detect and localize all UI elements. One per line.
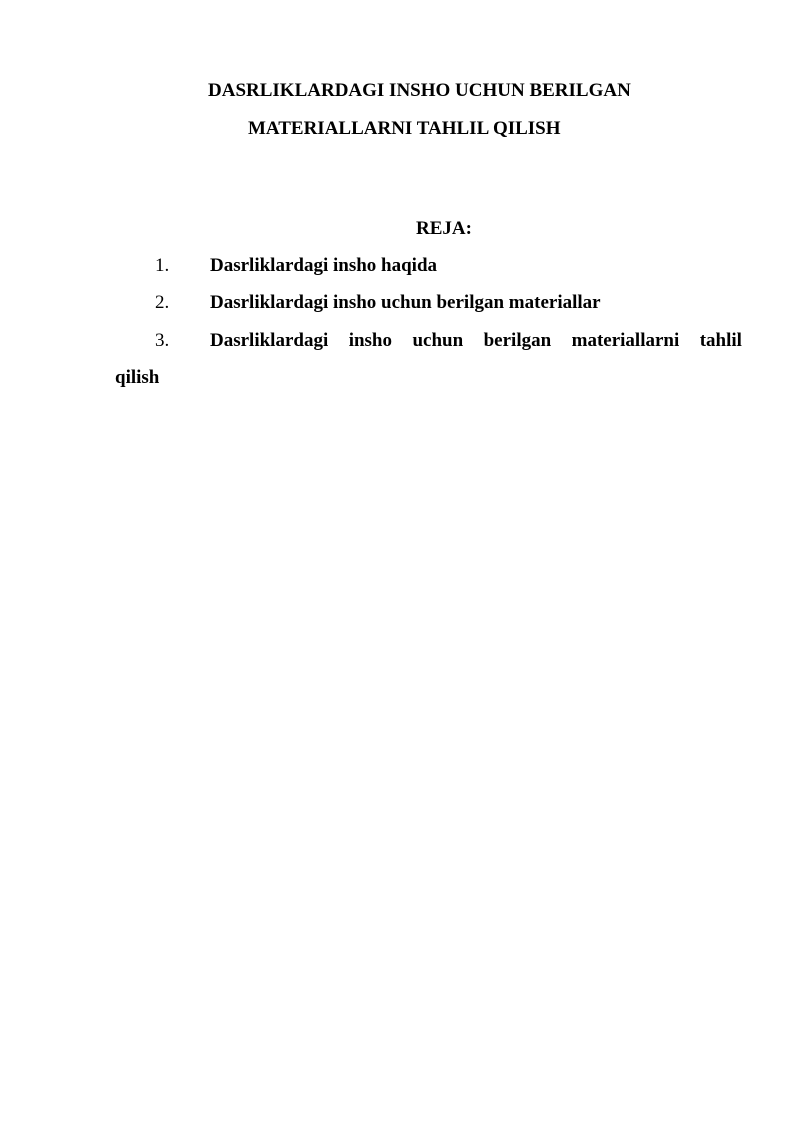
document-title-line-1: DASRLIKLARDAGI INSHO UCHUN BERILGAN <box>208 80 631 101</box>
plan-item-text: Dasrliklardagi insho haqida <box>210 255 438 276</box>
plan-item-word: uchun <box>412 330 464 351</box>
plan-item-word: tahlil <box>699 330 742 351</box>
plan-item-number: 1. <box>155 255 170 276</box>
plan-item-word: Dasrliklardagi <box>210 330 329 351</box>
plan-item-text: Dasrliklardagi insho uchun berilgan materiallar <box>210 292 601 313</box>
plan-item-word: materiallarni <box>571 330 680 351</box>
plan-item-3-continuation: qilish <box>115 367 160 388</box>
plan-item-number: 3. <box>155 330 170 351</box>
plan-item-number: 2. <box>155 292 170 313</box>
plan-item-word: berilgan <box>483 330 552 351</box>
plan-item-word: insho <box>348 330 392 351</box>
document-title-line-2: MATERIALLARNI TAHLIL QILISH <box>248 118 561 139</box>
plan-heading: REJA: <box>416 218 472 239</box>
plan-item-text-justified <box>210 331 742 350</box>
